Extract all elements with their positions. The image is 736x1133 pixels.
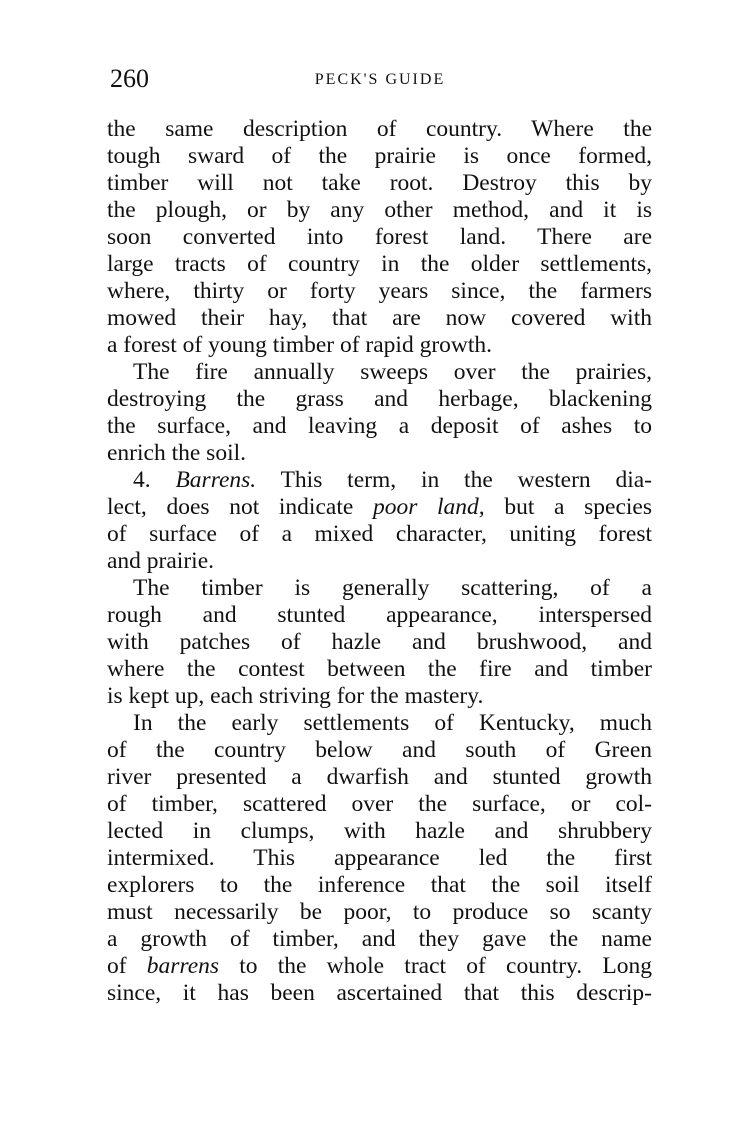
text-line: explorers to the inference that the soil itself	[107, 872, 652, 898]
text-line: the same description of country. Where the	[107, 116, 652, 142]
text-run: to the whole tract of country. Long	[219, 953, 653, 979]
text-line: In the early settlements of Kentucky, much	[133, 710, 652, 736]
italic-text-run: barrens	[146, 953, 220, 979]
italic-text-run: Barrens.	[175, 467, 257, 493]
text-line: where, thirty or forty years since, the farmers	[107, 278, 652, 304]
text-run: This term, in the western dia-	[256, 467, 653, 493]
text-line: rough and stunted appearance, interspersed	[107, 602, 652, 628]
text-run: of	[107, 953, 147, 979]
text-line: intermixed. This appearance led the first	[107, 845, 652, 871]
text-line: the plough, or by any other method, and it is	[107, 197, 652, 223]
text-line	[107, 953, 652, 980]
text-line: the surface, and leaving a deposit of ashes to	[107, 413, 652, 439]
page-number: 260	[110, 64, 149, 93]
text-run: but a species	[484, 494, 652, 520]
running-head: PECK'S GUIDE	[314, 71, 446, 88]
text-line: a growth of timber, and they gave the name	[107, 926, 652, 952]
text-line: The timber is generally scattering, of a	[133, 575, 652, 601]
text-run: lect, does not indicate	[107, 494, 373, 520]
text-line	[107, 467, 652, 494]
text-line: soon converted into forest land. There are	[107, 224, 652, 250]
italic-text-run: poor land,	[372, 494, 485, 520]
text-line: mowed their hay, that are now covered with	[107, 305, 652, 331]
text-line: river presented a dwarfish and stunted growth	[107, 764, 652, 790]
text-line: tough sward of the prairie is once formed,	[107, 143, 652, 169]
text-line: of the country below and south of Green	[107, 737, 652, 763]
text-run: 4.	[133, 467, 176, 493]
text-line: large tracts of country in the older settlements,	[107, 251, 652, 277]
text-line: must necessarily be poor, to produce so scanty	[107, 899, 652, 925]
body-text	[107, 116, 652, 1007]
text-line: is kept up, each striving for the mastery.	[107, 683, 484, 709]
text-line: enrich the soil.	[107, 440, 247, 466]
text-line: of timber, scattered over the surface, or col-	[107, 791, 652, 817]
text-line: lected in clumps, with hazle and shrubbery	[107, 818, 652, 844]
text-line: The fire annually sweeps over the prairies,	[133, 359, 652, 385]
text-line: a forest of young timber of rapid growth.	[107, 332, 493, 358]
text-line: timber will not take root. Destroy this by	[107, 170, 652, 196]
text-line: where the contest between the fire and timber	[107, 656, 652, 682]
text-line: destroying the grass and herbage, blackening	[107, 386, 652, 412]
text-line: of surface of a mixed character, uniting forest	[107, 521, 652, 547]
text-line: since, it has been ascertained that this descrip-	[107, 980, 652, 1006]
text-line: with patches of hazle and brushwood, and	[107, 629, 652, 655]
text-line	[107, 494, 652, 521]
page-header	[110, 62, 650, 96]
text-line: and prairie.	[107, 548, 215, 574]
